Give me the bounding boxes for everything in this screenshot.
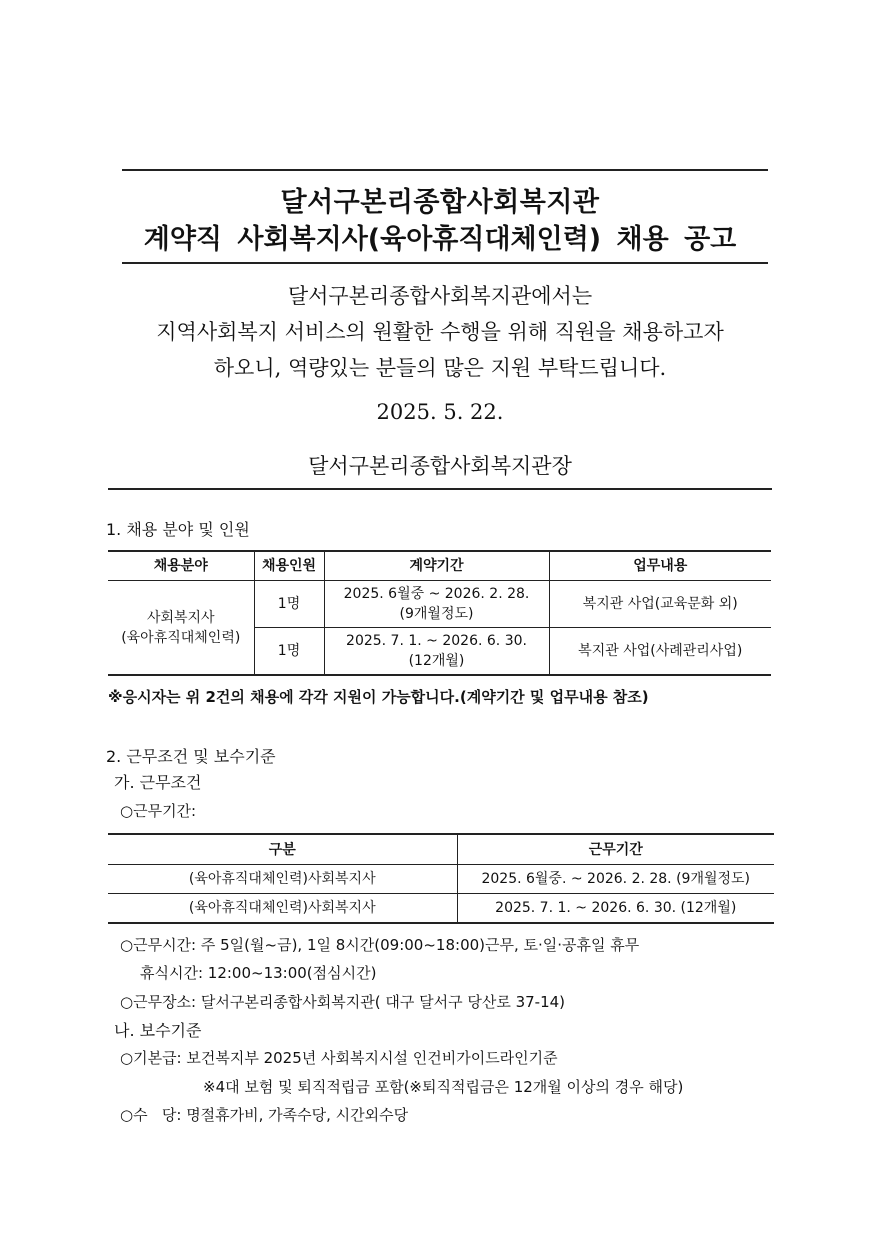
intro-divider [108, 488, 772, 490]
field-line-1: 사회복지사 [146, 609, 215, 626]
col-header-duty: 업무내용 [549, 551, 771, 581]
recruitment-table [108, 550, 771, 676]
title-bottom-rule [122, 262, 768, 264]
period-label: ○근무기간: [120, 802, 197, 820]
table-row [108, 865, 774, 894]
subsection-b-heading: 나. 보수기준 [114, 1021, 202, 1040]
duty-cell: 복지관 사업(사례관리사업) [549, 628, 771, 676]
work-hours: ○근무시간: 주 5일(월~금), 1일 8시간(09:00~18:00)근무, 토·일·공휴일 휴무 [120, 936, 640, 954]
field-line-2: (육아휴직대체인력) [121, 629, 241, 646]
section2-heading: 2. 근무조건 및 보수기준 [106, 747, 276, 766]
application-note: ※응시자는 위 2건의 채용에 각각 지원이 가능합니다.(계약기간 및 업무내용 참조) [108, 688, 649, 706]
intro-line-1: 달서구본리종합사회복지관에서는 [287, 284, 593, 308]
period-line-2: (9개월정도) [399, 606, 474, 622]
work-period-cell: 2025. 6월중. ~ 2026. 2. 28. (9개월정도) [457, 865, 774, 894]
work-period-table [108, 833, 774, 924]
intro-line-2: 지역사회복지 서비스의 원활한 수행을 위해 직원을 채용하고자 [156, 320, 724, 344]
break-time: 휴식시간: 12:00~13:00(점심시간) [140, 964, 377, 982]
kind-cell: (육아휴직대체인력)사회복지사 [108, 865, 457, 894]
issuer: 달서구본리종합사회복지관장 [308, 454, 572, 478]
count-cell: 1명 [254, 628, 324, 676]
duty-cell: 복지관 사업(교육문화 외) [549, 581, 771, 628]
col-header-field: 채용분야 [108, 551, 254, 581]
page-title: 달서구본리종합사회복지관 [280, 187, 600, 218]
table-row [108, 894, 774, 924]
subsection-a-heading: 가. 근무조건 [114, 773, 202, 792]
work-period-cell: 2025. 7. 1. ~ 2026. 6. 30. (12개월) [457, 894, 774, 924]
col-header-kind: 구분 [108, 834, 457, 865]
period-cell [324, 581, 549, 628]
notice-date: 2025. 5. 22. [376, 400, 504, 424]
period-line-2: (12개월) [408, 653, 465, 669]
field-cell [108, 581, 254, 676]
base-pay-note: ※4대 보험 및 퇴직적립금 포함(※퇴직적립금은 12개월 이상의 경우 해당) [203, 1078, 684, 1096]
table-row [108, 581, 771, 628]
section1-heading: 1. 채용 분야 및 인원 [106, 520, 250, 539]
kind-cell: (육아휴직대체인력)사회복지사 [108, 894, 457, 924]
intro-line-3: 하오니, 역량있는 분들의 많은 지원 부탁드립니다. [213, 356, 667, 380]
col-header-work-period: 근무기간 [457, 834, 774, 865]
title-top-rule [122, 169, 768, 171]
period-cell [324, 628, 549, 676]
allowances: ○수 당: 명절휴가비, 가족수당, 시간외수당 [120, 1106, 409, 1124]
count-cell: 1명 [254, 581, 324, 628]
page-subtitle: 계약직 사회복지사(육아휴직대체인력) 채용 공고 [143, 224, 737, 255]
col-header-count: 채용인원 [254, 551, 324, 581]
col-header-period: 계약기간 [324, 551, 549, 581]
work-place: ○근무장소: 달서구본리종합사회복지관( 대구 달서구 당산로 37-14) [120, 993, 566, 1011]
base-pay: ○기본급: 보건복지부 2025년 사회복지시설 인건비가이드라인기준 [120, 1049, 558, 1067]
period-line-1: 2025. 7. 1. ~ 2026. 6. 30. [346, 633, 527, 649]
period-line-1: 2025. 6월중 ~ 2026. 2. 28. [343, 586, 530, 602]
